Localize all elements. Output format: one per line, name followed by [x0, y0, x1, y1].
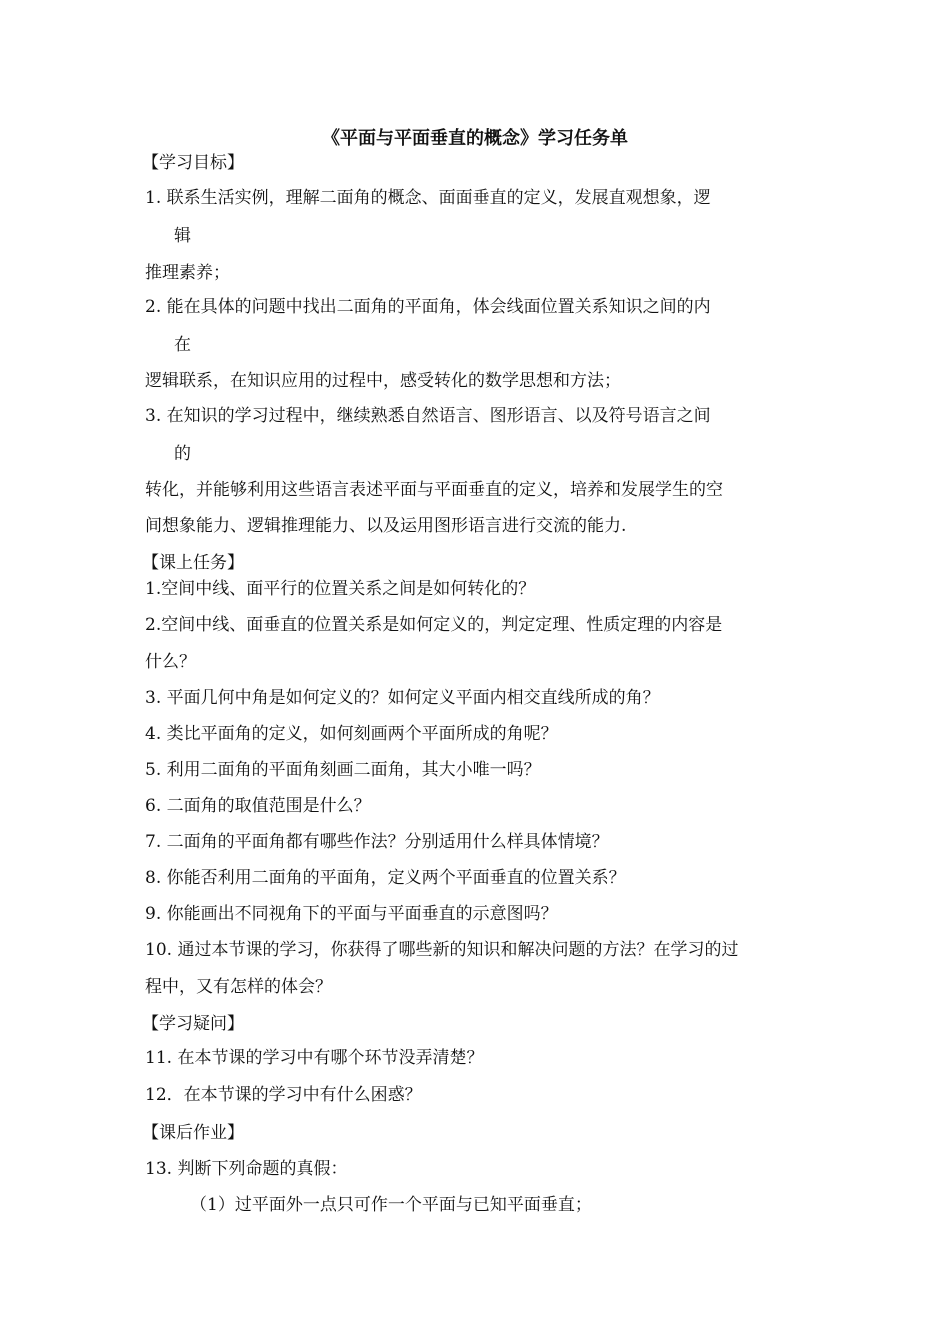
goal-2-line-1: 2. 能在具体的问题中找出二面角的平面角，体会线面位置关系知识之间的内 [145, 297, 711, 317]
homework-13-item-1: （1）过平面外一点只可作一个平面与已知平面垂直； [190, 1195, 592, 1215]
goal-3-line-3: 转化，并能够利用这些语言表述平面与平面垂直的定义，培养和发展学生的空 [145, 480, 723, 500]
homework-13: 13. 判断下列命题的真假： [145, 1159, 348, 1179]
goal-3-line-1: 3. 在知识的学习过程中，继续熟悉自然语言、图形语言、以及符号语言之间 [145, 406, 711, 426]
section-header-questions: 【学习疑问】 [142, 1014, 244, 1034]
task-2-line-1: 2.空间中线、面垂直的位置关系是如何定义的，判定定理、性质定理的内容是 [145, 615, 723, 635]
goal-3-line-2: 的 [174, 444, 191, 464]
section-header-tasks: 【课上任务】 [142, 553, 244, 573]
goal-2-line-2: 在 [174, 335, 191, 355]
task-5: 5. 利用二面角的平面角刻画二面角，其大小唯一吗？ [145, 760, 541, 780]
section-header-homework: 【课后作业】 [142, 1123, 244, 1143]
goal-1-line-1: 1. 联系生活实例，理解二面角的概念、面面垂直的定义，发展直观想象，逻 [145, 188, 711, 208]
task-6: 6. 二面角的取值范围是什么？ [145, 796, 371, 816]
task-10-line-1: 10. 通过本节课的学习，你获得了哪些新的知识和解决问题的方法？在学习的过 [145, 940, 739, 960]
goal-1-line-3: 推理素养； [145, 263, 230, 283]
task-3: 3. 平面几何中角是如何定义的？如何定义平面内相交直线所成的角？ [145, 688, 660, 708]
task-1: 1.空间中线、面平行的位置关系之间是如何转化的？ [145, 579, 536, 599]
question-12: 12．在本节课的学习中有什么困惑？ [145, 1085, 422, 1105]
goal-2-line-3: 逻辑联系，在知识应用的过程中，感受转化的数学思想和方法； [145, 371, 621, 391]
task-7: 7. 二面角的平面角都有哪些作法？分别适用什么样具体情境？ [145, 832, 609, 852]
section-header-goals: 【学习目标】 [142, 153, 244, 173]
task-8: 8. 你能否利用二面角的平面角，定义两个平面垂直的位置关系？ [145, 868, 626, 888]
task-4: 4. 类比平面角的定义，如何刻画两个平面所成的角呢？ [145, 724, 558, 744]
document-title: 《平面与平面垂直的概念》学习任务单 [322, 128, 628, 149]
goal-1-line-2: 辑 [174, 226, 191, 246]
task-2-line-2: 什么？ [145, 652, 196, 672]
task-10-line-2: 程中，又有怎样的体会？ [145, 977, 332, 997]
question-11: 11. 在本节课的学习中有哪个环节没弄清楚？ [145, 1048, 484, 1068]
task-9: 9. 你能画出不同视角下的平面与平面垂直的示意图吗？ [145, 904, 558, 924]
goal-3-line-4: 间想象能力、逻辑推理能力、以及运用图形语言进行交流的能力. [145, 516, 627, 536]
